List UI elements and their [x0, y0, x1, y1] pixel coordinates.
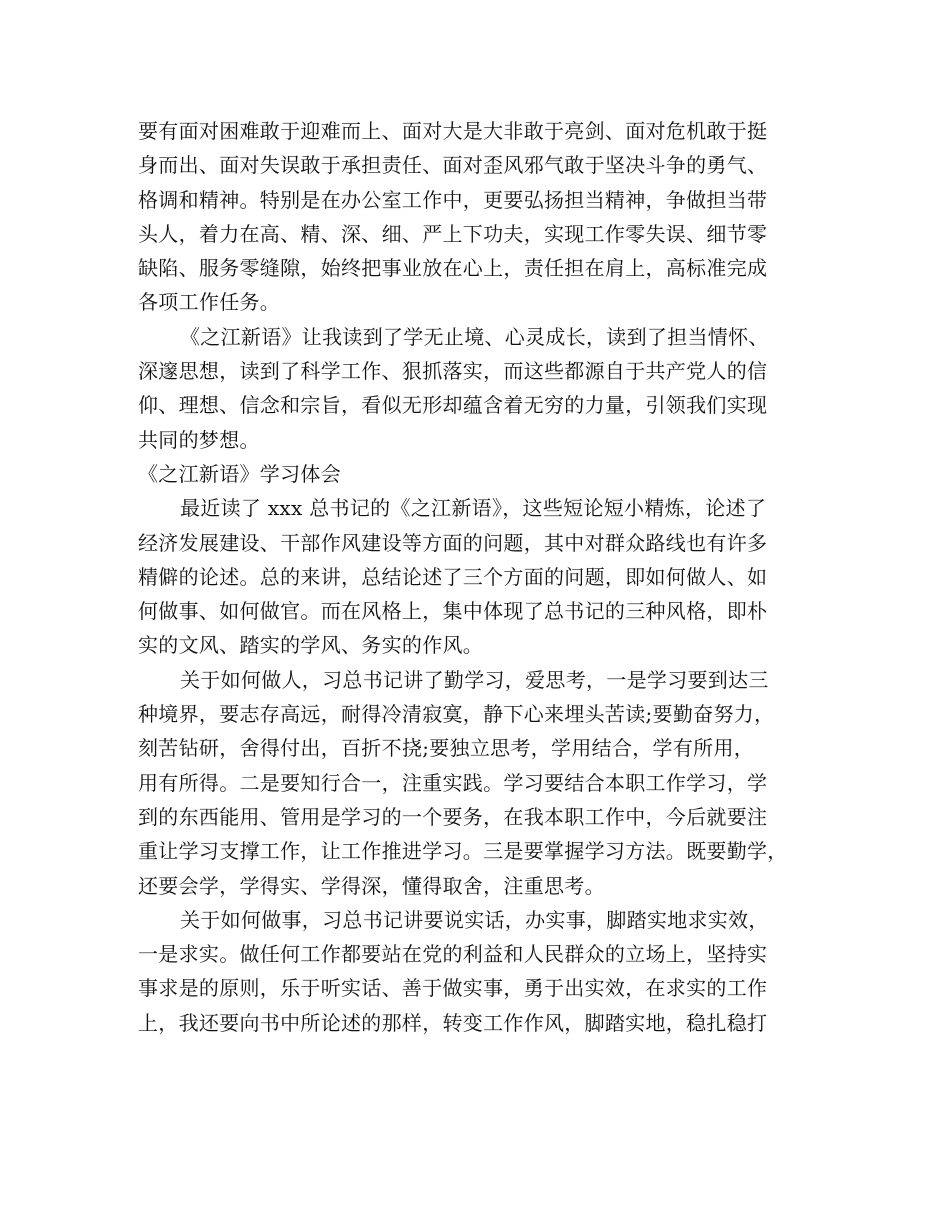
text-line: 刻苦钻研，舍得付出，百折不挠;要独立思考，学用结合，学有所用，: [138, 736, 755, 761]
text-line: 种境界，要志存高远，耐得冷清寂寞，静下心来埋头苦读;要勤奋努力，: [138, 702, 775, 727]
paragraph: [138, 114, 818, 320]
text-line: 关于如何做人，习总书记讲了勤学习，爱思考，一是学习要到达三: [180, 667, 769, 692]
heading-text: 《之江新语》学习体会: [138, 461, 341, 486]
text-line: 仰、理想、信念和宗旨，看似无形却蕴含着无穷的力量，引领我们实现: [138, 393, 768, 418]
text-line: 重让学习支撑工作，让工作推进学习。三是要掌握学习方法。既要勤学，: [138, 839, 788, 864]
text-line: 身而出、面对失误敢于承担责任、面对歪风邪气敢于坚决斗争的勇气、: [138, 153, 768, 178]
section-heading: [138, 457, 818, 491]
text-line: 最近读了 xxx 总书记的《之江新语》，这些短论短小精炼，论述了: [180, 496, 767, 521]
document-body: [138, 114, 818, 1040]
text-line: 到的东西能用、管用是学习的一个要务，在我本职工作中，今后就要注: [138, 804, 768, 829]
text-line: 《之江新语》让我读到了学无止境、心灵成长，读到了担当情怀、: [180, 324, 769, 349]
paragraph: [138, 491, 818, 662]
text-line: 何做事、如何做官。而在风格上，集中体现了总书记的三种风格，即朴: [138, 599, 768, 624]
paragraph: [138, 903, 818, 1040]
text-line: 共同的梦想。: [138, 427, 260, 452]
text-line: 关于如何做事，习总书记讲要说实话，办实事，脚踏实地求实效，: [180, 907, 769, 932]
paragraph: [138, 663, 818, 903]
text-line: 还要会学，学得实、学得深，懂得取舍，注重思考。: [138, 873, 605, 898]
text-line: 要有面对困难敢于迎难而上、面对大是大非敢于亮剑、面对危机敢于挺: [138, 119, 768, 143]
text-line: 用有所得。二是要知行合一，注重实践。学习要结合本职工作学习，学: [138, 770, 768, 795]
text-line: 各项工作任务。: [138, 290, 281, 315]
text-line: 一是求实。做任何工作都要站在党的利益和人民群众的立场上，坚持实: [138, 942, 768, 967]
text-line: 格调和精神。特别是在办公室工作中，更要弘扬担当精神，争做担当带: [138, 187, 768, 212]
text-line: 头人，着力在高、精、深、细、严上下功夫，实现工作零失误、细节零: [138, 221, 768, 246]
paragraph: [138, 320, 818, 457]
text-line: 经济发展建设、干部作风建设等方面的问题，其中对群众路线也有许多: [138, 530, 768, 555]
text-line: 事求是的原则，乐于听实话、善于做实事，勇于出实效，在求实的工作: [138, 976, 768, 1001]
text-line: 精僻的论述。总的来讲，总结论述了三个方面的问题，即如何做人、如: [138, 564, 768, 589]
text-line: 上，我还要向书中所论述的那样，转变工作作风，脚踏实地，稳扎稳打: [138, 1010, 768, 1035]
text-line: 实的文风、踏实的学风、务实的作风。: [138, 633, 484, 658]
text-line: 缺陷、服务零缝隙，始终把事业放在心上，责任担在肩上，高标准完成: [138, 256, 768, 281]
text-line: 深邃思想，读到了科学工作、狠抓落实，而这些都源自于共产党人的信: [138, 359, 768, 384]
